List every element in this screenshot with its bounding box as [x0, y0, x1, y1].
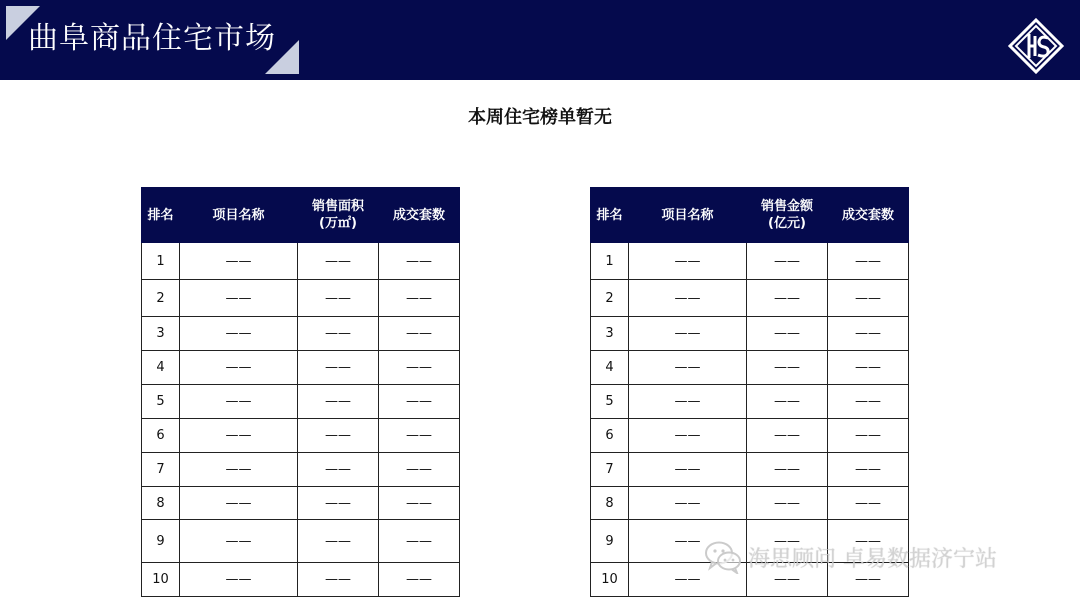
- table-cell: ——: [629, 453, 747, 487]
- table-cell: ——: [828, 280, 909, 317]
- table-row: [142, 520, 460, 563]
- table-cell: ——: [180, 280, 298, 317]
- table-cell: ——: [747, 243, 828, 280]
- table-row: [142, 243, 460, 280]
- table-row: [142, 351, 460, 385]
- rank-cell: 4: [142, 351, 180, 385]
- table-cell: ——: [379, 563, 460, 597]
- table-cell: ——: [379, 280, 460, 317]
- table-cell: ——: [180, 487, 298, 520]
- table-cell: ——: [629, 487, 747, 520]
- table-cell: ——: [629, 419, 747, 453]
- table-cell: ——: [180, 351, 298, 385]
- rank-cell: 1: [591, 243, 629, 280]
- table-header-row: [142, 188, 460, 243]
- table-cell: ——: [298, 317, 379, 351]
- table-cell: ——: [629, 385, 747, 419]
- table-cell: ——: [828, 243, 909, 280]
- table-cell: ——: [629, 351, 747, 385]
- table-cell: ——: [180, 563, 298, 597]
- amount-ranking-table: [590, 187, 909, 597]
- table-row: [142, 317, 460, 351]
- table-cell: ——: [298, 453, 379, 487]
- table-cell: ——: [629, 563, 747, 597]
- column-header: 排名: [591, 188, 629, 243]
- table-cell: ——: [298, 520, 379, 563]
- rank-cell: 9: [142, 520, 180, 563]
- table-cell: ——: [747, 280, 828, 317]
- table-cell: ——: [629, 317, 747, 351]
- table-cell: ——: [828, 385, 909, 419]
- rank-cell: 8: [591, 487, 629, 520]
- column-header: 销售面积 (万㎡): [298, 188, 379, 243]
- rank-cell: 1: [142, 243, 180, 280]
- table-row: [591, 280, 909, 317]
- rank-cell: 2: [142, 280, 180, 317]
- table-cell: ——: [828, 419, 909, 453]
- table-row: [142, 280, 460, 317]
- rank-cell: 5: [591, 385, 629, 419]
- page-title: 曲阜商品住宅市场: [28, 21, 276, 56]
- column-header: 成交套数: [379, 188, 460, 243]
- rank-cell: 7: [591, 453, 629, 487]
- table-row: [142, 453, 460, 487]
- column-header: 排名: [142, 188, 180, 243]
- table-cell: ——: [828, 520, 909, 563]
- table-cell: ——: [828, 563, 909, 597]
- table-cell: ——: [747, 419, 828, 453]
- ranking-status-heading: 本周住宅榜单暂无: [468, 107, 612, 128]
- table-cell: ——: [629, 520, 747, 563]
- table-cell: ——: [298, 385, 379, 419]
- table-row: [591, 351, 909, 385]
- area-ranking-table: [141, 187, 460, 597]
- column-header: 项目名称: [180, 188, 298, 243]
- rank-cell: 3: [142, 317, 180, 351]
- column-header: 销售金额 (亿元): [747, 188, 828, 243]
- table-row: [142, 563, 460, 597]
- rank-cell: 4: [591, 351, 629, 385]
- table-cell: ——: [828, 351, 909, 385]
- rank-cell: 6: [591, 419, 629, 453]
- table-cell: ——: [298, 351, 379, 385]
- table-cell: ——: [747, 351, 828, 385]
- rank-cell: 10: [591, 563, 629, 597]
- table-cell: ——: [379, 419, 460, 453]
- table-row: [591, 385, 909, 419]
- wechat-icon: [704, 540, 742, 574]
- table-cell: ——: [629, 280, 747, 317]
- hs-diamond-logo-icon: [1008, 18, 1064, 74]
- rank-cell: 10: [142, 563, 180, 597]
- rank-cell: 3: [591, 317, 629, 351]
- table-row: [142, 419, 460, 453]
- table-cell: ——: [379, 453, 460, 487]
- table-cell: ——: [379, 487, 460, 520]
- table-row: [591, 243, 909, 280]
- header-bar: [0, 0, 1080, 80]
- table-header-row: [591, 188, 909, 243]
- table-row: [591, 487, 909, 520]
- table-cell: ——: [298, 487, 379, 520]
- table-cell: ——: [828, 453, 909, 487]
- table-row: [142, 487, 460, 520]
- table-cell: ——: [298, 243, 379, 280]
- column-header: 成交套数: [828, 188, 909, 243]
- table-cell: ——: [379, 317, 460, 351]
- table-cell: ——: [180, 520, 298, 563]
- table-cell: ——: [379, 351, 460, 385]
- table-row: [142, 385, 460, 419]
- table-cell: ——: [180, 419, 298, 453]
- rank-cell: 6: [142, 419, 180, 453]
- table-row: [591, 419, 909, 453]
- table-cell: ——: [379, 243, 460, 280]
- watermark: [704, 540, 997, 574]
- table-cell: ——: [828, 317, 909, 351]
- rank-cell: 8: [142, 487, 180, 520]
- table-cell: ——: [747, 385, 828, 419]
- rank-cell: 5: [142, 385, 180, 419]
- watermark-text: 海思顾问 卓易数据济宁站: [748, 546, 997, 572]
- table-cell: ——: [629, 243, 747, 280]
- table-body: [142, 243, 460, 597]
- table-cell: ——: [180, 317, 298, 351]
- table-cell: ——: [379, 385, 460, 419]
- table-cell: ——: [747, 317, 828, 351]
- table-cell: ——: [828, 487, 909, 520]
- rank-cell: 7: [142, 453, 180, 487]
- table-cell: ——: [180, 243, 298, 280]
- table-row: [591, 317, 909, 351]
- table-cell: ——: [298, 563, 379, 597]
- table-cell: ——: [180, 453, 298, 487]
- table-cell: ——: [747, 563, 828, 597]
- table-cell: ——: [298, 280, 379, 317]
- table-cell: ——: [379, 520, 460, 563]
- table-cell: ——: [747, 453, 828, 487]
- table-cell: ——: [180, 385, 298, 419]
- table-row: [591, 453, 909, 487]
- table-cell: ——: [747, 520, 828, 563]
- rank-cell: 2: [591, 280, 629, 317]
- table-cell: ——: [747, 487, 828, 520]
- rank-cell: 9: [591, 520, 629, 563]
- column-header: 项目名称: [629, 188, 747, 243]
- table-cell: ——: [298, 419, 379, 453]
